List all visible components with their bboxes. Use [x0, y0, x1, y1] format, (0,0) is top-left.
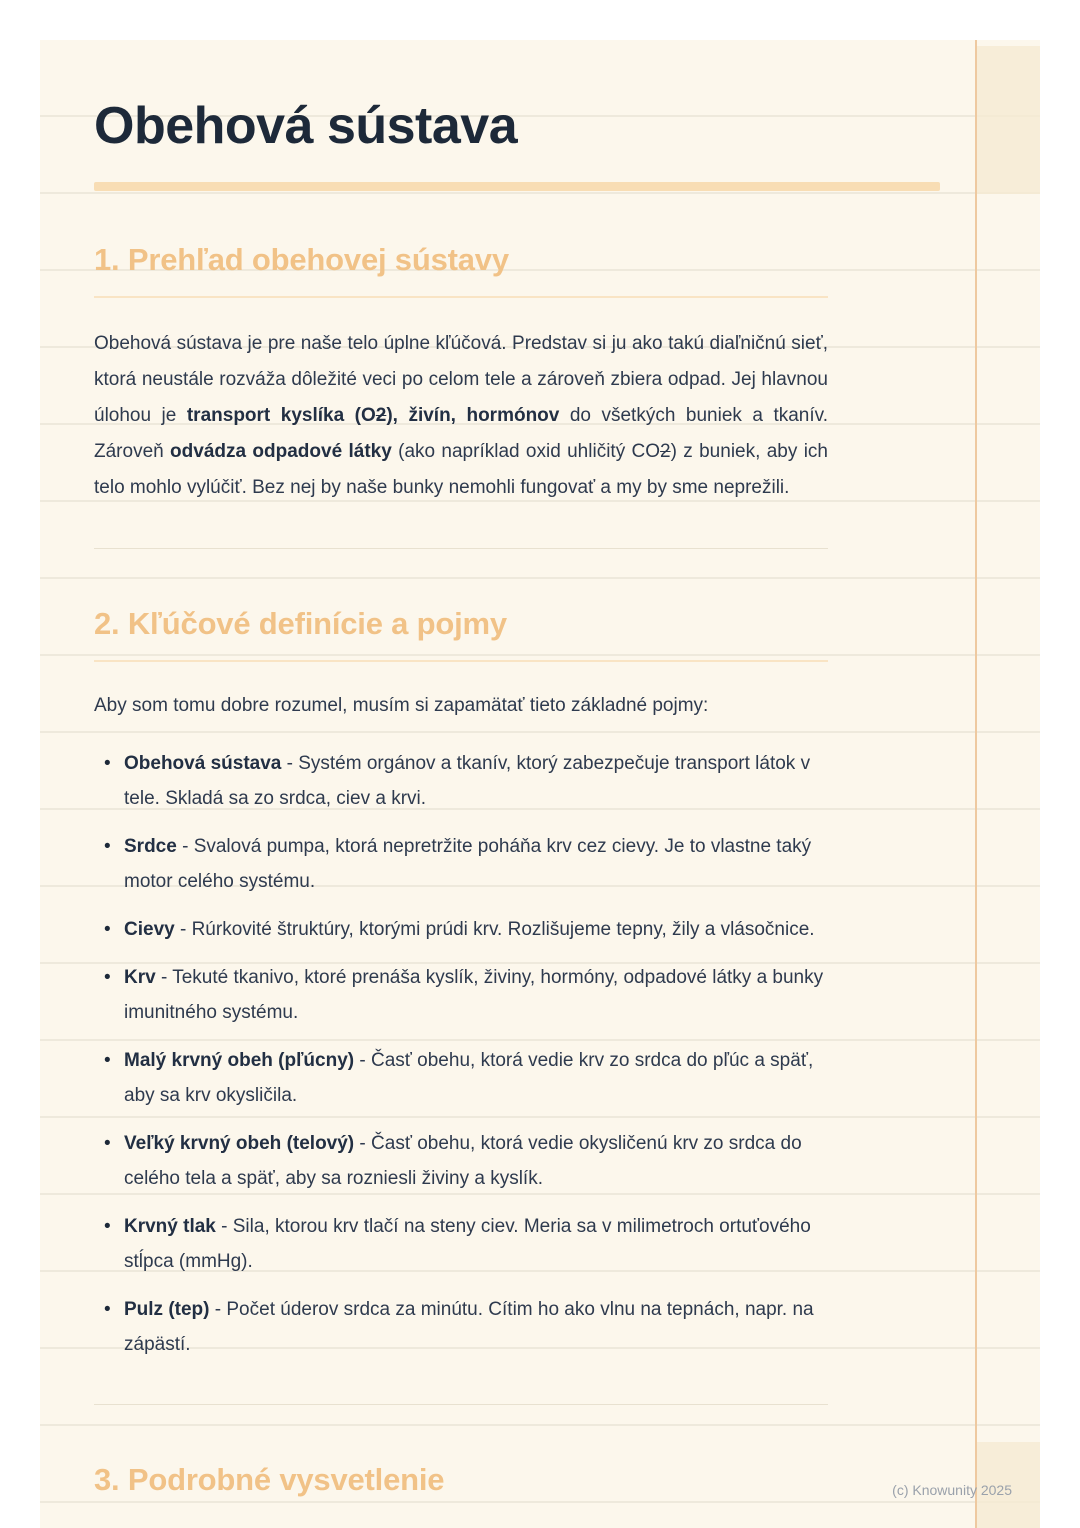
definition-item — [94, 960, 828, 1030]
definition-text: - Časť obehu, ktorá vedie krv zo srdca do pľúc a späť, aby sa krv okysličila. — [124, 1050, 814, 1106]
definition-text: - Časť obehu, ktorá vedie okysličenú krv zo srdca do celého tela a späť, aby sa rozniesli živiny a kyslík. — [124, 1133, 802, 1189]
title-underline-bar — [94, 182, 940, 191]
notebook-paper — [40, 40, 1040, 1528]
section-1-heading: 1. Prehľad obehovej sústavy — [94, 242, 509, 277]
copyright: (c) Knowunity 2025 — [892, 1482, 1012, 1498]
definition-term: Krv — [124, 967, 156, 988]
definition-term: Srdce — [124, 836, 177, 857]
definition-text: - Rúrkovité štruktúry, ktorými prúdi krv. Rozlišujeme tepny, žily a vlásočnice. — [174, 919, 815, 940]
definition-item — [94, 1043, 828, 1113]
intro-paragraph: Obehová sústava je pre naše telo úplne kľúčová. Predstav si ju ako takú diaľničnú sieť, ktorá neustále rozváža dôležité veci po celom tele a zároveň zbiera odpad. Jej hlavnou úlohou je transport kyslíka (O2), živín, hormónov do všetkých buniek a tkanív. Zároveň odvádza odpadové látky (ako napríklad oxid uhličitý CO2) z buniek, aby ich telo mohlo vylúčiť. Bez nej by naše bunky nemohli fungovať a my by sme neprežili. — [94, 333, 829, 498]
definition-term: Krvný tlak — [124, 1216, 216, 1237]
definition-term: Pulz (tep) — [124, 1299, 210, 1320]
definition-text: - Tekuté tkanivo, ktoré prenáša kyslík, živiny, hormóny, odpadové látky a bunky imunitného systému. — [124, 967, 824, 1023]
section-1-underline — [94, 296, 828, 298]
definition-item — [94, 746, 828, 816]
definition-item — [94, 1292, 828, 1362]
document-content — [40, 40, 1040, 1499]
definition-term: Cievy — [124, 919, 175, 940]
definition-text: - Systém orgánov a tkanív, ktorý zabezpečuje transport látok v tele. Skladá sa zo srdca, ciev a krvi. — [124, 753, 811, 809]
definition-item — [94, 912, 828, 947]
definition-text: - Sila, ktorou krv tlačí na steny ciev. Meria sa v milimetroch ortuťového stĺpca (mmHg). — [124, 1216, 811, 1272]
definitions-intro: Aby som tomu dobre rozumel, musím si zapamätať tieto základné pojmy: — [94, 695, 709, 716]
section-2-heading: 2. Kľúčové definície a pojmy — [94, 606, 507, 641]
section-3-heading: 3. Podrobné vysvetlenie — [94, 1462, 445, 1497]
definition-item — [94, 1126, 828, 1196]
definition-term: Veľký krvný obeh (telový) — [124, 1133, 355, 1154]
definition-text: - Počet úderov srdca za minútu. Cítim ho ako vlnu na tepnách, napr. na zápästí. — [124, 1299, 814, 1355]
definition-text: - Svalová pumpa, ktorá nepretržite poháňa krv cez cievy. Je to vlastne taký motor celého systému. — [124, 836, 812, 892]
definition-item — [94, 829, 828, 899]
definition-item — [94, 1209, 828, 1279]
definition-term: Malý krvný obeh (pľúcny) — [124, 1050, 355, 1071]
definition-term: Obehová sústava — [124, 753, 282, 774]
definitions-list — [94, 746, 828, 1362]
section-2-underline — [94, 660, 828, 662]
page-title: Obehová sústava — [94, 97, 518, 155]
